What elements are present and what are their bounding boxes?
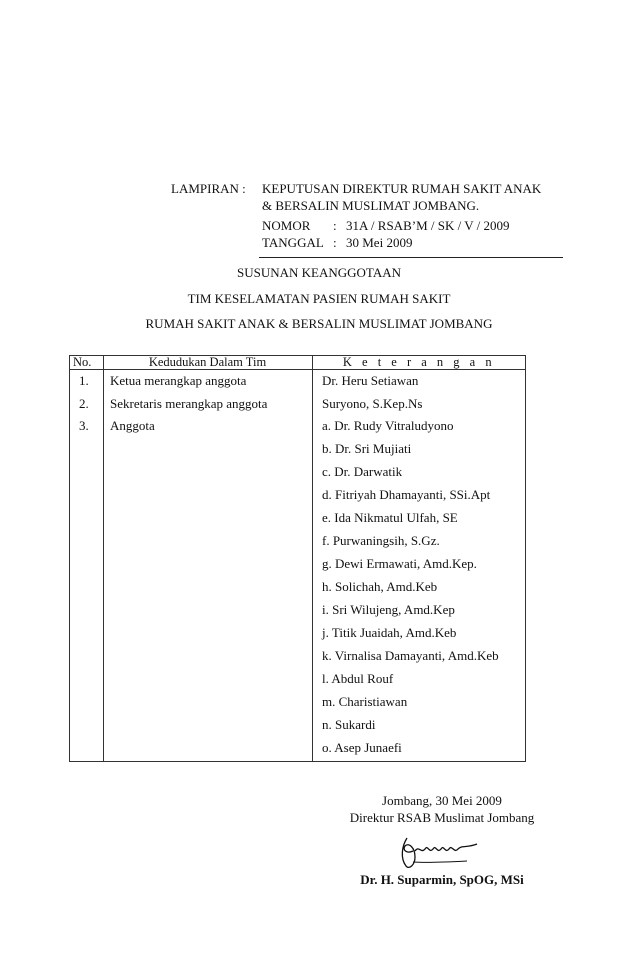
- member-name: Suryono, S.Kep.Ns: [322, 396, 423, 411]
- member-name: f. Purwaningsih, S.Gz.: [322, 533, 440, 548]
- lampiran-line-1: KEPUTUSAN DIREKTUR RUMAH SAKIT ANAK: [262, 181, 542, 196]
- signature-role: Direktur RSAB Muslimat Jombang: [349, 810, 535, 825]
- header-rule: [259, 257, 563, 258]
- handwritten-signature: [393, 832, 481, 872]
- member-name: g. Dewi Ermawati, Amd.Kep.: [322, 556, 477, 571]
- table-column-divider-2: [312, 355, 313, 762]
- row-role: Anggota: [110, 418, 155, 433]
- document-title-3: RUMAH SAKIT ANAK & BERSALIN MUSLIMAT JOMBANG: [145, 316, 493, 331]
- member-name: Dr. Heru Setiawan: [322, 373, 419, 388]
- signatory-name: Dr. H. Suparmin, SpOG, MSi: [360, 872, 524, 887]
- tanggal-label: TANGGAL: [262, 235, 324, 250]
- document-title-2: TIM KESELAMATAN PASIEN RUMAH SAKIT: [187, 291, 451, 306]
- nomor-label: NOMOR: [262, 218, 311, 233]
- row-number: 1.: [79, 373, 89, 388]
- member-name: j. Titik Juaidah, Amd.Keb: [322, 625, 457, 640]
- table-header-no: No.: [73, 355, 92, 369]
- table-header-kedudukan: Kedudukan Dalam Tim: [148, 355, 267, 369]
- nomor-separator: :: [333, 218, 337, 233]
- row-number: 3.: [79, 418, 89, 433]
- row-role: Sekretaris merangkap anggota: [110, 396, 268, 411]
- lampiran-label: LAMPIRAN :: [171, 181, 246, 196]
- member-name: m. Charistiawan: [322, 694, 408, 709]
- nomor-value: 31A / RSAB’M / SK / V / 2009: [346, 218, 510, 233]
- table-column-divider-1: [103, 355, 104, 762]
- member-name: o. Asep Junaefi: [322, 740, 402, 755]
- member-name: a. Dr. Rudy Vitraludyono: [322, 418, 454, 433]
- member-name: n. Sukardi: [322, 717, 376, 732]
- signature-place-date: Jombang, 30 Mei 2009: [382, 793, 502, 808]
- table-header-keterangan: K e t e r a n g a n: [342, 355, 496, 369]
- member-name: k. Virnalisa Damayanti, Amd.Keb: [322, 648, 499, 663]
- lampiran-line-2: & BERSALIN MUSLIMAT JOMBANG.: [262, 198, 480, 213]
- tanggal-separator: :: [333, 235, 337, 250]
- member-name: d. Fitriyah Dhamayanti, SSi.Apt: [322, 487, 491, 502]
- member-name: h. Solichah, Amd.Keb: [322, 579, 438, 594]
- member-name: l. Abdul Rouf: [322, 671, 394, 686]
- row-role: Ketua merangkap anggota: [110, 373, 247, 388]
- member-name: e. Ida Nikmatul Ulfah, SE: [322, 510, 458, 525]
- member-name: i. Sri Wilujeng, Amd.Kep: [322, 602, 455, 617]
- member-name: c. Dr. Darwatik: [322, 464, 403, 479]
- member-name: b. Dr. Sri Mujiati: [322, 441, 412, 456]
- row-number: 2.: [79, 396, 89, 411]
- tanggal-value: 30 Mei 2009: [346, 235, 413, 250]
- document-title-1: SUSUNAN KEANGGOTAAN: [237, 265, 401, 280]
